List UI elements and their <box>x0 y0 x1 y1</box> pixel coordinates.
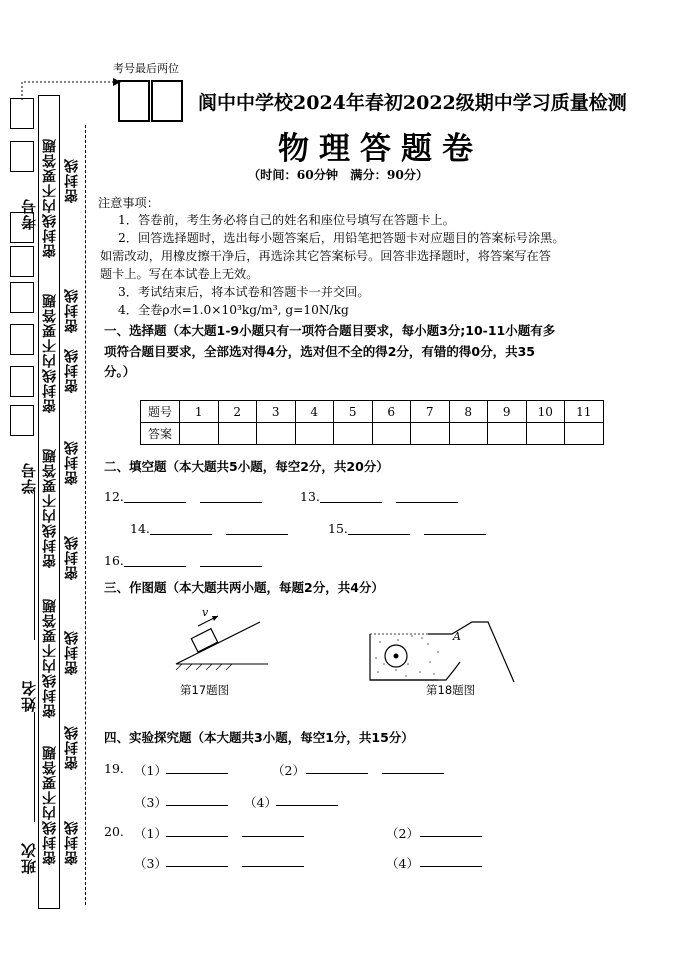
table-row <box>141 401 604 423</box>
time-info: （时间：60分钟 满分：90分） <box>248 168 429 182</box>
question-number-cell: 8 <box>449 401 488 423</box>
q14-label: 14. <box>130 521 150 536</box>
question-number-cell: 5 <box>334 401 373 423</box>
q13-blank-1[interactable] <box>320 502 382 503</box>
figure-17-caption: 第17题图 <box>180 683 230 697</box>
paper-title: 物理答题卷 <box>278 131 483 167</box>
q20-blank-2[interactable] <box>420 836 482 837</box>
question-number-cell: 9 <box>488 401 527 423</box>
answer-cell[interactable] <box>526 423 565 445</box>
q20-blank-3a[interactable] <box>166 866 228 867</box>
q19-blank-1[interactable] <box>166 773 228 774</box>
answer-cell[interactable] <box>565 423 604 445</box>
q19-blank-4[interactable] <box>276 805 338 806</box>
q19-part-2: （2） <box>272 763 305 778</box>
figure-18-container[interactable] <box>368 620 518 684</box>
exam-no-field-label: 考号 <box>20 198 38 230</box>
section-2-title: 二、填空题（本大题共5小题，每空2分，共20分） <box>104 459 389 474</box>
section-1-title-cont: 项符合题目要求，全部选对得4分，选对但不全的得2分，有错的得0分，共35 <box>104 344 535 359</box>
q16-label: 16. <box>104 553 124 568</box>
school-title: 阆中中学校2024年春初2022级期中学习质量检测 <box>198 92 627 114</box>
answer-cell[interactable] <box>449 423 488 445</box>
section-4-title: 四、实验探究题（本大题共3小题，每空1分，共15分） <box>104 730 414 745</box>
q14-blank-1[interactable] <box>150 534 212 535</box>
note-2-cont: 题卡上。写在本试卷上无效。 <box>100 267 259 281</box>
seal-line-text: 密封线 <box>64 630 80 675</box>
q19-blank-2a[interactable] <box>306 773 368 774</box>
q15-label: 15. <box>328 521 348 536</box>
question-number-cell: 11 <box>565 401 604 423</box>
q20-blank-4[interactable] <box>420 866 482 867</box>
q20-part-3: （3） <box>134 856 167 871</box>
exam-number-connector <box>18 74 123 102</box>
q16-blank-2[interactable] <box>200 566 262 567</box>
exam-number-digit-box[interactable] <box>118 80 150 122</box>
notes-heading: 注意事项： <box>98 196 159 210</box>
exam-number-digit-box[interactable] <box>151 80 183 122</box>
choice-answer-table <box>140 400 604 445</box>
seal-line-text: 密封线 <box>64 725 80 770</box>
answer-cell[interactable] <box>295 423 334 445</box>
seal-warning-text: 密封线内不要答题 <box>42 138 58 258</box>
seal-line-text: 密封线 <box>64 288 80 333</box>
q19-part-4: （4） <box>244 795 277 810</box>
section-1-title-cont: 分。） <box>104 364 136 379</box>
q20-blank-1a[interactable] <box>166 836 228 837</box>
exam-number-label: 考号最后两位 <box>113 62 179 75</box>
table-header-cell: 答案 <box>141 423 180 445</box>
seal-line-text: 密封线 <box>64 348 80 393</box>
velocity-label: v <box>202 606 209 619</box>
q19-blank-2b[interactable] <box>382 773 444 774</box>
q20-blank-3b[interactable] <box>242 866 304 867</box>
seal-line-text: 密封线 <box>64 820 80 865</box>
exam-digit-box[interactable] <box>10 246 34 277</box>
exam-digit-box[interactable] <box>10 405 34 436</box>
figure-18-caption: 第18题图 <box>426 683 476 697</box>
note-2-cont: 如需改动，用橡皮擦干净后，再选涂其它答案标号。回答非选择题时，将答案写在答 <box>100 249 551 263</box>
section-1-title: 一、选择题（本大题1-9小题只有一项符合题目要求，每小题3分;10-11小题有多 <box>104 323 556 338</box>
question-number-cell: 2 <box>218 401 257 423</box>
q12-blank-1[interactable] <box>124 502 186 503</box>
answer-cell[interactable] <box>334 423 373 445</box>
note-3: 3．考试结束后，将本试卷和答题卡一并交回。 <box>118 285 370 299</box>
exam-digit-box[interactable] <box>10 282 34 313</box>
q19-part-3: （3） <box>134 795 167 810</box>
q13-label: 13. <box>300 489 320 504</box>
point-a-label: A <box>453 630 461 643</box>
name-line[interactable] <box>34 712 35 822</box>
table-row <box>141 423 604 445</box>
note-1: 1．答卷前，考生务必将自己的姓名和座位号填写在答题卡上。 <box>118 213 455 227</box>
exam-digit-box[interactable] <box>10 366 34 397</box>
q12-blank-2[interactable] <box>200 502 262 503</box>
question-number-cell: 6 <box>372 401 411 423</box>
name-field-label: 姓名 <box>20 680 38 712</box>
q14-blank-2[interactable] <box>226 534 288 535</box>
q19-blank-3[interactable] <box>166 805 228 806</box>
question-number-cell: 10 <box>526 401 565 423</box>
seal-warning-text: 密封线内不要答题 <box>42 598 58 718</box>
exam-digit-box[interactable] <box>10 324 34 355</box>
question-number-cell: 1 <box>180 401 219 423</box>
student-no-field-label: 学号 <box>20 462 38 494</box>
q15-blank-2[interactable] <box>424 534 486 535</box>
class-field-label: 班次 <box>20 842 38 874</box>
seal-dashed-line <box>85 125 86 905</box>
answer-cell[interactable] <box>488 423 527 445</box>
question-number-cell: 4 <box>295 401 334 423</box>
question-number-cell: 3 <box>257 401 296 423</box>
seal-line-text: 密封线 <box>64 158 80 203</box>
q20-label: 20. <box>104 824 124 839</box>
note-4: 4．全卷ρ水=1.0×10³kg/m³, g=10N/kg <box>118 303 349 317</box>
seal-warning-text: 密封线内不要答题 <box>42 293 58 413</box>
q20-blank-1b[interactable] <box>242 836 304 837</box>
q20-part-4: （4） <box>386 856 419 871</box>
seal-warning-text: 密封线内不要答题 <box>42 745 58 865</box>
seal-line-text: 密封线 <box>64 535 80 580</box>
q15-blank-1[interactable] <box>348 534 410 535</box>
student-no-line[interactable] <box>34 490 35 640</box>
seal-line-text: 密封线 <box>64 440 80 485</box>
section-3-title: 三、作图题（本大题共两小题，每题2分，共4分） <box>104 580 384 595</box>
answer-cell[interactable] <box>372 423 411 445</box>
q16-blank-1[interactable] <box>124 566 186 567</box>
exam-digit-box[interactable] <box>10 98 34 129</box>
answer-cell[interactable] <box>257 423 296 445</box>
answer-cell[interactable] <box>180 423 219 445</box>
q13-blank-2[interactable] <box>396 502 458 503</box>
q20-part-1: （1） <box>134 826 167 841</box>
figure-17-incline[interactable] <box>168 604 278 670</box>
table-header-cell: 题号 <box>141 401 180 423</box>
question-number-cell: 7 <box>411 401 450 423</box>
exam-digit-box[interactable] <box>10 141 34 172</box>
q19-part-1: （1） <box>134 763 167 778</box>
note-2: 2．回答选择题时，选出每小题答案后，用铅笔把答题卡对应题目的答案标号涂黑。 <box>118 231 565 245</box>
seal-warning-text: 密封线内不要答题 <box>42 448 58 568</box>
q19-label: 19. <box>104 761 124 776</box>
q20-part-2: （2） <box>386 826 419 841</box>
q12-label: 12. <box>104 489 124 504</box>
answer-cell[interactable] <box>411 423 450 445</box>
answer-cell[interactable] <box>218 423 257 445</box>
